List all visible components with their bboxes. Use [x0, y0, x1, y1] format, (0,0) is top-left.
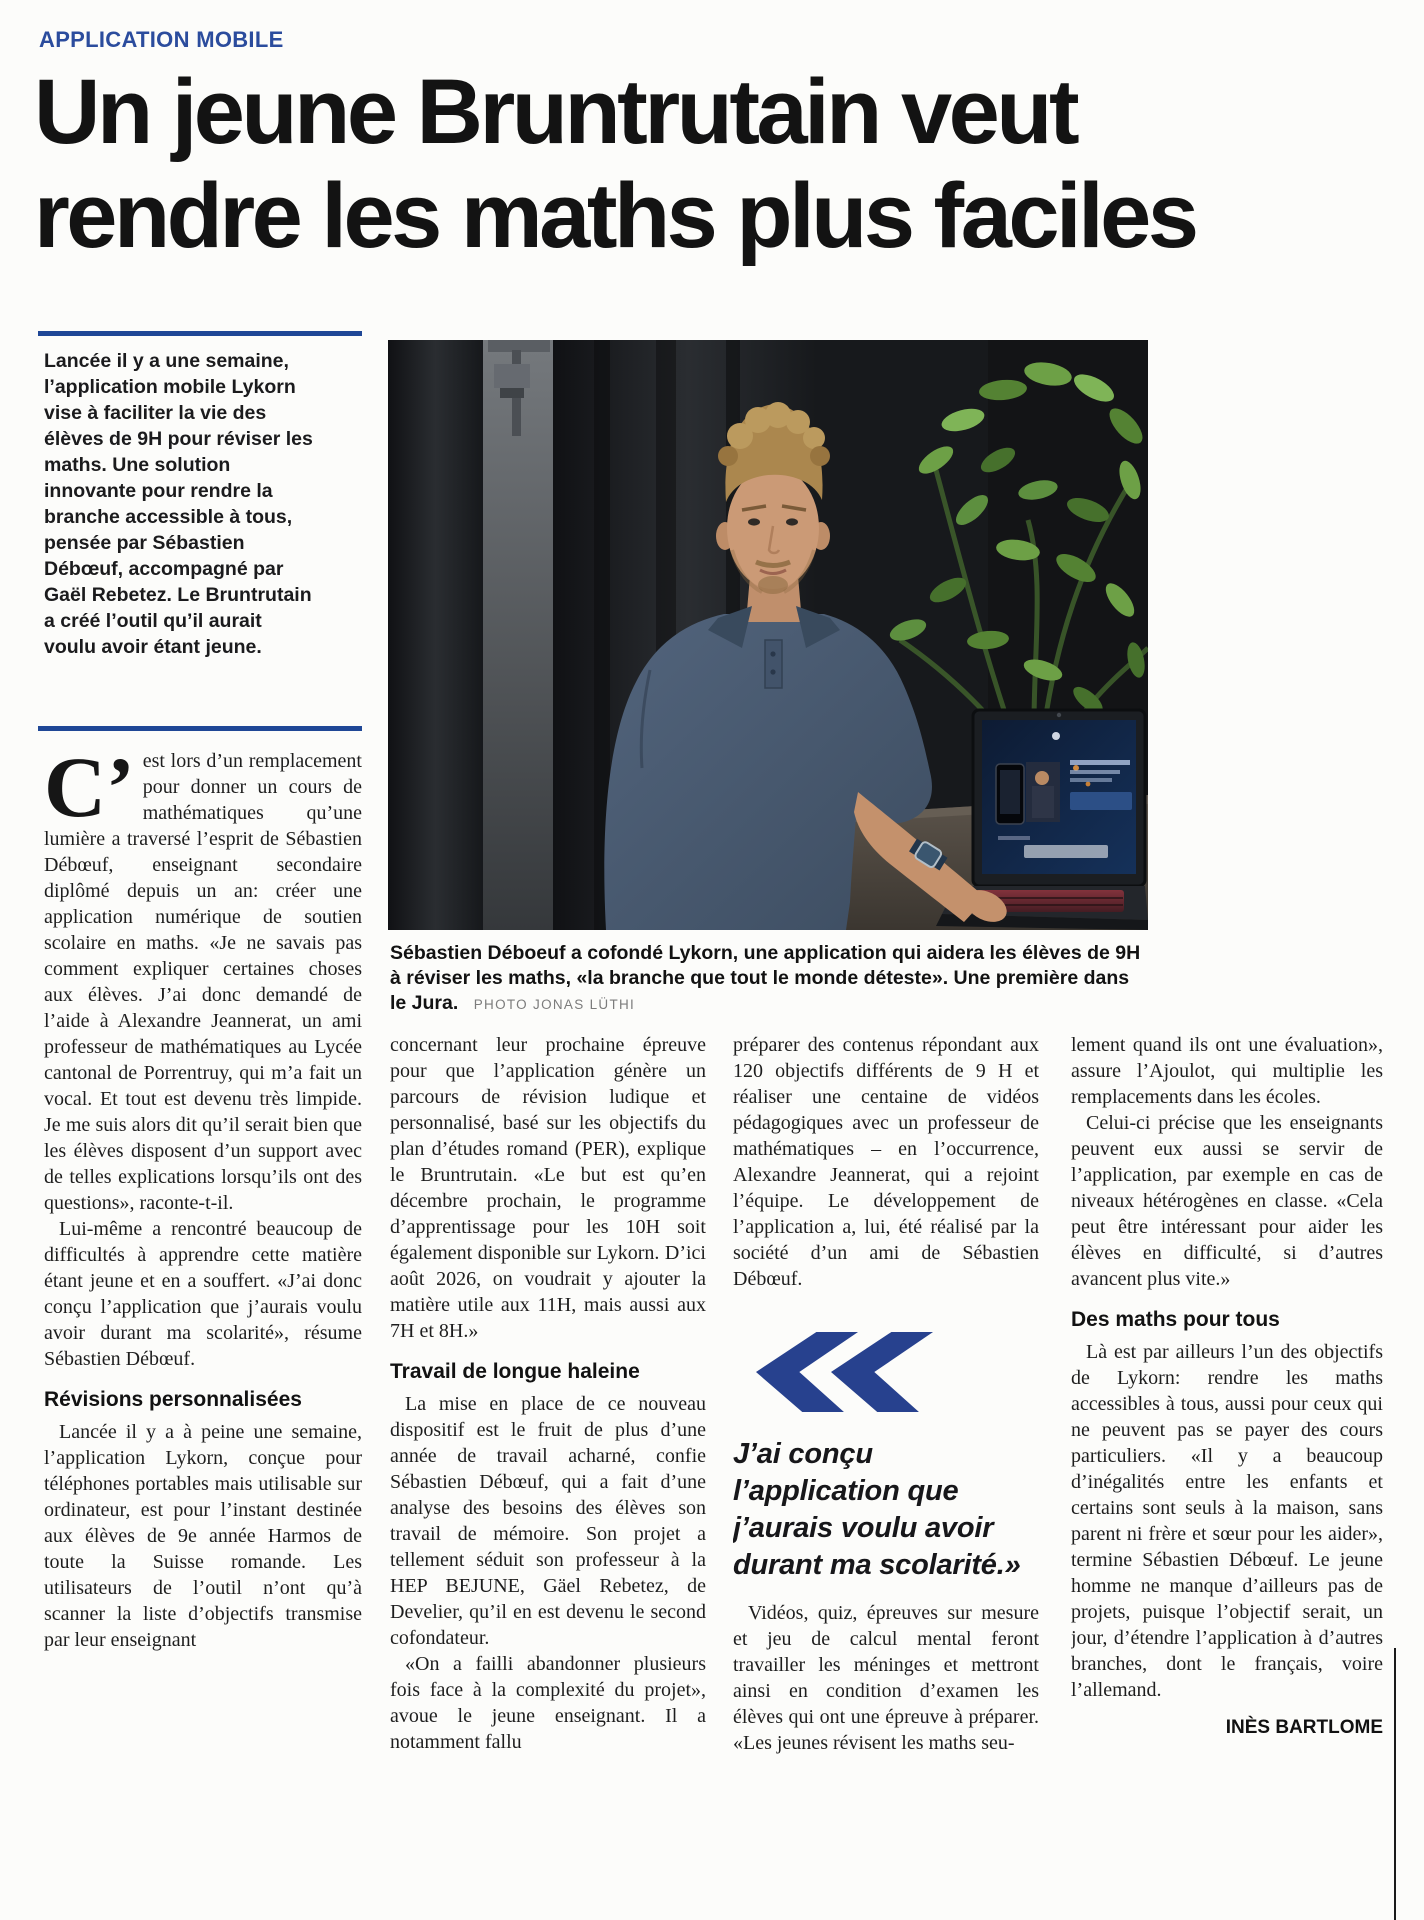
paragraph: Là est par ailleurs l’un des objectifs de Lykorn: rendre les maths accessibles à tous, aussi pour ceux qui ne peuvent pas se payer des cours particuliers. «Il y a beaucoup d’inégalités entre les enfants et certains sont seuls à la maison, sans parent ni frère et sœur pour les aider», termine Sébastien Débœuf. Le jeune homme ne manque d’ailleurs pas de projets, puisque l’objectif serait, un jour, d’étendre l’application à d’autres branches, dont le français, voire l’allemand. — [1071, 1341, 1383, 1701]
lede-top-rule — [38, 331, 362, 336]
paragraph: Lancée il y a à peine une semaine, l’application Lykorn, conçue pour téléphones portables mais utilisable sur ordinateur, est pour l’instant destinée aux élèves de 9e année Harmos de toute la Suisse romande. Les utilisateurs de l’outil n’ont qu’à scanner la liste d’objectifs transmise par leur enseignant — [44, 1421, 362, 1651]
caption-text: Sébastien Déboeuf a cofondé Lykorn, une application qui aidera les élèves de 9H à réviser les maths, «la branche que tout le monde déteste». Une première dans le Jura. — [390, 942, 1141, 1014]
paragraph-text: est lors d’un remplacement pour donner un cours de mathématiques qu’une lumière a traversé l’esprit de Sébastien Débœuf, enseignant secondaire diplômé depuis un an: créer une application numérique de soutien scolaire en maths. «Je ne savais pas comment expliquer certaines choses aux élèves. J’ai donc demandé de l’aide à Alexandre Jeannerat, un ami professeur de mathématiques au Lycée cantonal de Porrentruy, qui m’a fait un vocal. Et tout est devenu très limpide. Je me suis alors dit qu’il serait bien que les élèves disposent d’un support avec de telles explications lorsqu’ils ont des questions», raconte-t-il. — [44, 750, 362, 1214]
author-byline: INÈS BARTLOME — [1225, 1717, 1383, 1738]
photo-illustration — [388, 340, 1148, 930]
paragraph: Lui-même a rencontré beaucoup de difficultés à apprendre cette matière étant jeune et en a souffert. «J’ai donc conçu l’application que j’aurais voulu avoir durant ma scolarité», résume Sébastien Débœuf. — [44, 1218, 362, 1370]
placket — [765, 640, 782, 688]
column-rule — [1394, 1648, 1396, 1920]
paragraph: lement quand ils ont une évaluation», assure l’Ajoulot, qui multiplie les remplacements dans les écoles. — [1071, 1034, 1383, 1108]
body-column-4 — [1071, 1032, 1383, 1880]
paragraph: La mise en place de ce nouveau dispositif est le fruit de plus d’une année de travail acharné, confie Sébastien Débœuf, qui a fait d’une analyse des besoins des élèves son travail de mémoire. Son projet a tellement séduit son professeur à la HEP BEJUNE, Gäel Rebetez, de Develier, qu’il en est devenu le second cofondateur. — [390, 1393, 706, 1649]
lede-paragraph: Lancée il y a une semaine, l’application mobile Lykorn vise à faciliter la vie des élèves de 9H pour réviser les maths. Une solution innovante pour rendre la branche accessible à tous, pensée par Sébastien Débœuf, accompagné par Gaël Rebetez. Le Bruntrutain a créé l’outil qu’il aurait voulu avoir étant jeune. — [44, 350, 313, 658]
subhead-maths-pour-tous: Des maths pour tous — [1071, 1308, 1280, 1331]
article-photo — [388, 340, 1148, 930]
section-kicker: APPLICATION MOBILE — [39, 27, 284, 52]
subhead-travail: Travail de longue haleine — [390, 1360, 640, 1383]
body-column-3 — [733, 1032, 1039, 1880]
pull-quote-text: J’ai conçu l’application que j’aurais voulu avoir durant ma scolarité.» — [733, 1438, 1021, 1581]
paragraph: Celui-ci précise que les enseignants peuvent eux aussi se servir de l’application, par exemple en cas de niveaux hétérogènes en classe. «Cela peut être intéressant pour aider les élèves en difficulté, si d’autres avancent plus vite.» — [1071, 1112, 1383, 1290]
lede-bottom-rule — [38, 726, 362, 731]
paragraph — [44, 748, 362, 1216]
paragraph: préparer des contenus répondant aux 120 objectifs différents de 9 H et réaliser une centaine de vidéos pédagogiques avec un professeur de mathématiques – en l’occurrence, Alexandre Jeannerat, qui a rejoint l’équipe. Le développement de l’application a, lui, été réalisé par la société d’un ami de Sébastien Débœuf. — [733, 1034, 1039, 1290]
photo-caption — [390, 941, 1150, 1017]
subhead-revisions: Révisions personnalisées — [44, 1388, 302, 1411]
guillemet-quote-icon — [735, 1322, 935, 1422]
paragraph: concernant leur prochaine épreuve pour que l’application génère un parcours de révision ludique et personnalisé, basé sur les objectifs du plan d’études romand (PER), explique le Bruntrutain. «Le but est qu’en décembre prochain, le programme d’apprentissage pour les 10H soit également disponible sur Lykorn. D’ici août 2026, on voudrait y ajouter la matière utile aux 11H, mais aussi aux 7H et 8H.» — [390, 1034, 706, 1342]
photo-credit: PHOTO JONAS LÜTHI — [473, 997, 636, 1012]
headline-line-2: rendre les maths plus faciles — [34, 165, 1196, 267]
drop-cap: C’ — [44, 748, 135, 835]
article-headline — [34, 60, 1399, 268]
body-column-1 — [44, 748, 362, 1880]
headline-line-1: Un jeune Bruntrutain veut — [34, 61, 1077, 163]
paragraph: «On a failli abandonner plusieurs fois face à la complexité du projet», avoue le jeune enseignant. Il a notamment fallu — [390, 1653, 706, 1753]
webcam-dot — [1057, 713, 1061, 717]
pull-quote — [733, 1322, 1039, 1584]
paragraph: Vidéos, quiz, épreuves sur mesure et jeu de calcul mental feront travailler les méninges et mettront ainsi en condition d’examen les élèves qui ont une épreuve à préparer. «Les jeunes révisent les maths seu- — [733, 1602, 1039, 1754]
body-column-2 — [390, 1032, 706, 1880]
